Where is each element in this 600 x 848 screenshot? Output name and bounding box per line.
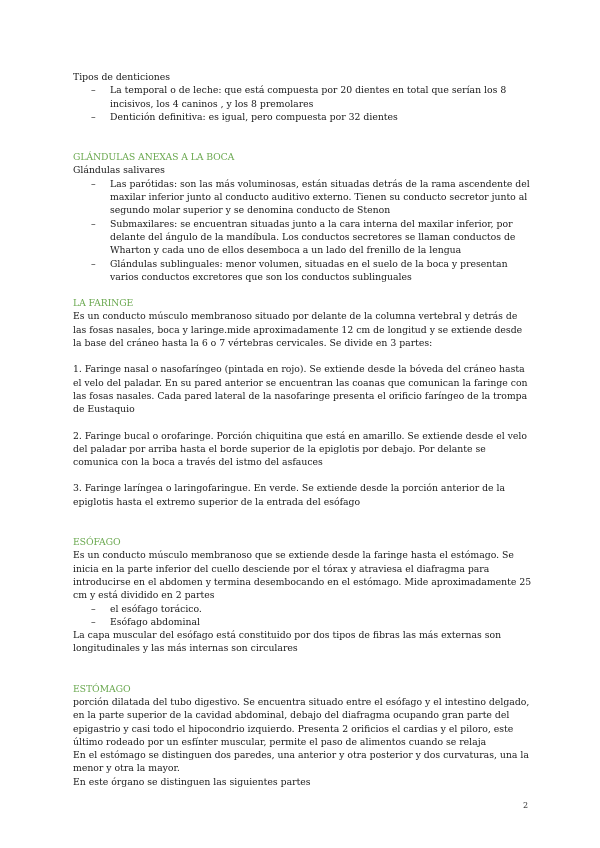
esofago-outro: La capa muscular del esófago está constituido por dos tipos de fibras las más externas son longitudinales y las más internas son circulares — [73, 630, 502, 655]
spacer — [73, 417, 533, 430]
glandulas-list — [73, 178, 533, 284]
spacer — [73, 284, 533, 297]
estomago-paragraph-3: En este órgano se distinguen las siguientes partes — [73, 776, 311, 788]
esofago-heading: ESÓFAGO — [73, 537, 121, 549]
faringe-part-2: 2. Faringe bucal o orofaringe. Porción chiquitina que está en amarillo. Se extiende desde el velo del paladar por arriba hasta el borde superior de la epiglotis por debajo. Por delante se comunica con la boca a través del istmo del asfauces — [73, 430, 527, 469]
list-item: – Glándulas sublinguales: menor volumen, situadas en el suelo de la boca y presentan varios conductos excretores que son los conductos sublinguales — [73, 258, 533, 285]
spacer — [73, 469, 533, 482]
glandulas-heading: GLÁNDULAS ANEXAS A LA BOCA — [73, 152, 235, 164]
list-item: – el esófago torácico. — [73, 603, 533, 616]
spacer — [73, 509, 533, 536]
list-item: – Esófago abdominal — [73, 616, 533, 629]
spacer — [73, 656, 533, 683]
estomago-paragraph-2: En el estómago se distinguen dos paredes, una anterior y otra posterior y dos curvaturas, una la menor y otra la mayor. — [73, 750, 529, 775]
faringe-heading: LA FARINGE — [73, 298, 134, 310]
esofago-list — [73, 603, 533, 630]
list-item: – Las parótidas: son las más voluminosas, están situadas detrás de la rama ascendente del maxilar inferior junto al conducto auditivo externo. Tienen su conducto secretor junto al segundo molar superior y se denomina conducto de Stenon — [73, 178, 533, 218]
denticiones-title: Tipos de denticiones — [73, 72, 171, 83]
estomago-paragraph-1: porción dilatada del tubo digestivo. Se encuentra situado entre el esófago y el intestino delgado, en la parte superior de la cavidad abdominal, debajo del diafragma ocupando gran parte del epigastrio y casi todo el hipocondrio izquierdo. Presenta 2 orificios el cardias y el piloro, este último rodeado por un esfínter muscular, permite el paso de alimentos cuando se relaja — [73, 696, 530, 748]
estomago-heading: ESTÓMAGO — [73, 683, 131, 695]
list-item: – Submaxilares: se encuentran situadas junto a la cara interna del maxilar inferior, por delante del ángulo de la mandíbula. Los conductos secretores se llaman conductos de Wharton y cada uno de ellos desemboca a un lado del frenillo de la lengua — [73, 218, 533, 258]
faringe-intro: Es un conducto músculo membranoso situado por delante de la columna vertebral y detrás de las fosas nasales, boca y laringe.mide aproximadamente 12 cm de longitud y se extiende desde la base del cráneo hasta la 6 o 7 vértebras cervicales. Se divide en 3 partes: — [73, 311, 523, 350]
faringe-part-3: 3. Faringe laríngea o laringofaringue. En verde. Se extiende desde la porción anterior de la epiglotis hasta el extremo superior de la entrada del esófago — [73, 483, 506, 508]
faringe-part-1: 1. Faringe nasal o nasofaríngeo (pintada en rojo). Se extiende desde la bóveda del cráneo hasta el velo del paladar. En su pared anterior se encuentran las coanas que comunican la faringe con las fosas nasales. Cada pared lateral de la nasofaringe presenta el orificio faríngeo de la trompa de Eustaquio — [73, 364, 528, 416]
spacer — [73, 350, 533, 363]
list-item: – La temporal o de leche: que está compuesta por 20 dientes en total que serían los 8 incisivos, los 4 caninos , y los 8 premolares — [73, 84, 533, 111]
spacer — [73, 124, 533, 151]
document-page — [73, 71, 533, 789]
page-number: 2 — [523, 801, 529, 810]
glandulas-subtitle: Glándulas salivares — [73, 165, 165, 177]
list-item: – Dentición definitiva: es igual, pero compuesta por 32 dientes — [73, 111, 533, 124]
denticiones-list — [73, 84, 533, 124]
esofago-intro: Es un conducto músculo membranoso que se extiende desde la faringe hasta el estómago. Se inicia en la parte inferior del cuello desciende por el tórax y atraviesa el diafragma para introducirse en el abdomen y termina desembocando en el estómago. Mide aproximadamente 25 cm y está dividido en 2 partes — [73, 550, 532, 602]
